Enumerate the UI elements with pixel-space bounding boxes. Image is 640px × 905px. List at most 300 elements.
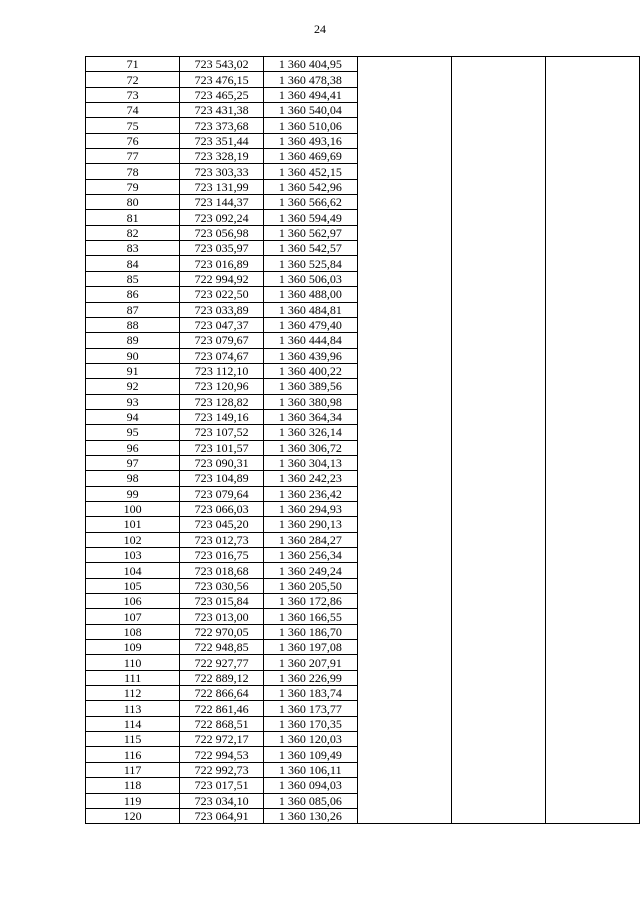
y-coordinate-cell: 1 360 400,22 [263, 363, 357, 378]
x-coordinate-cell: 722 994,53 [180, 747, 264, 762]
empty-cell [545, 317, 639, 332]
empty-cell [545, 133, 639, 148]
table-row [86, 486, 640, 501]
empty-cell [545, 701, 639, 716]
empty-cell [357, 271, 451, 286]
table-row [86, 640, 640, 655]
empty-cell [451, 87, 545, 102]
point-number-cell: 112 [86, 686, 180, 701]
empty-cell [357, 179, 451, 194]
empty-cell [357, 348, 451, 363]
x-coordinate-cell: 723 074,67 [180, 348, 264, 363]
table-row [86, 793, 640, 808]
x-coordinate-cell: 723 476,15 [180, 72, 264, 87]
empty-cell [451, 578, 545, 593]
empty-cell [357, 256, 451, 271]
table-row [86, 72, 640, 87]
empty-cell [357, 440, 451, 455]
empty-cell [545, 578, 639, 593]
point-number-cell: 92 [86, 379, 180, 394]
empty-cell [545, 149, 639, 164]
point-number-cell: 106 [86, 594, 180, 609]
table-row [86, 517, 640, 532]
empty-cell [545, 778, 639, 793]
table-row [86, 87, 640, 102]
table-row [86, 333, 640, 348]
empty-cell [357, 287, 451, 302]
table-row [86, 563, 640, 578]
empty-cell [357, 317, 451, 332]
y-coordinate-cell: 1 360 404,95 [263, 57, 357, 72]
empty-cell [357, 594, 451, 609]
y-coordinate-cell: 1 360 109,49 [263, 747, 357, 762]
table-row [86, 624, 640, 639]
empty-cell [451, 195, 545, 210]
table-row [86, 271, 640, 286]
y-coordinate-cell: 1 360 484,81 [263, 302, 357, 317]
x-coordinate-cell: 723 012,73 [180, 532, 264, 547]
table-row [86, 317, 640, 332]
x-coordinate-cell: 723 035,97 [180, 241, 264, 256]
table-row [86, 440, 640, 455]
point-number-cell: 102 [86, 532, 180, 547]
empty-cell [451, 72, 545, 87]
x-coordinate-cell: 723 149,16 [180, 409, 264, 424]
y-coordinate-cell: 1 360 566,62 [263, 195, 357, 210]
empty-cell [545, 333, 639, 348]
table-row [86, 762, 640, 777]
empty-cell [451, 747, 545, 762]
y-coordinate-cell: 1 360 170,35 [263, 716, 357, 731]
y-coordinate-cell: 1 360 493,16 [263, 133, 357, 148]
x-coordinate-cell: 723 056,98 [180, 225, 264, 240]
empty-cell [357, 149, 451, 164]
empty-cell [451, 317, 545, 332]
table-row [86, 808, 640, 823]
empty-cell [451, 333, 545, 348]
x-coordinate-cell: 722 868,51 [180, 716, 264, 731]
table-row [86, 149, 640, 164]
y-coordinate-cell: 1 360 444,84 [263, 333, 357, 348]
empty-cell [357, 793, 451, 808]
table-row [86, 302, 640, 317]
point-number-cell: 96 [86, 440, 180, 455]
empty-cell [451, 271, 545, 286]
y-coordinate-cell: 1 360 290,13 [263, 517, 357, 532]
x-coordinate-cell: 723 064,91 [180, 808, 264, 823]
empty-cell [451, 149, 545, 164]
empty-cell [545, 225, 639, 240]
empty-cell [545, 716, 639, 731]
table-row [86, 455, 640, 470]
y-coordinate-cell: 1 360 389,56 [263, 379, 357, 394]
table-row [86, 732, 640, 747]
empty-cell [357, 778, 451, 793]
empty-cell [545, 363, 639, 378]
empty-cell [357, 363, 451, 378]
table-row [86, 210, 640, 225]
y-coordinate-cell: 1 360 106,11 [263, 762, 357, 777]
point-number-cell: 115 [86, 732, 180, 747]
table-row [86, 164, 640, 179]
x-coordinate-cell: 723 013,00 [180, 609, 264, 624]
empty-cell [357, 210, 451, 225]
table-row [86, 609, 640, 624]
table-row [86, 716, 640, 731]
x-coordinate-cell: 723 131,99 [180, 179, 264, 194]
empty-cell [545, 655, 639, 670]
table-row [86, 57, 640, 72]
x-coordinate-cell: 723 018,68 [180, 563, 264, 578]
y-coordinate-cell: 1 360 540,04 [263, 103, 357, 118]
empty-cell [451, 179, 545, 194]
x-coordinate-cell: 722 948,85 [180, 640, 264, 655]
empty-cell [545, 256, 639, 271]
coordinates-table-body [86, 57, 640, 824]
x-coordinate-cell: 723 079,67 [180, 333, 264, 348]
y-coordinate-cell: 1 360 594,49 [263, 210, 357, 225]
point-number-cell: 114 [86, 716, 180, 731]
table-row [86, 778, 640, 793]
x-coordinate-cell: 723 016,89 [180, 256, 264, 271]
empty-cell [451, 133, 545, 148]
table-row [86, 103, 640, 118]
empty-cell [357, 455, 451, 470]
table-row [86, 747, 640, 762]
y-coordinate-cell: 1 360 488,00 [263, 287, 357, 302]
x-coordinate-cell: 723 431,38 [180, 103, 264, 118]
x-coordinate-cell: 723 104,89 [180, 471, 264, 486]
empty-cell [451, 517, 545, 532]
point-number-cell: 120 [86, 808, 180, 823]
point-number-cell: 72 [86, 72, 180, 87]
empty-cell [357, 624, 451, 639]
empty-cell [545, 747, 639, 762]
empty-cell [545, 501, 639, 516]
empty-cell [451, 594, 545, 609]
empty-cell [357, 578, 451, 593]
empty-cell [357, 409, 451, 424]
y-coordinate-cell: 1 360 494,41 [263, 87, 357, 102]
empty-cell [451, 103, 545, 118]
empty-cell [545, 793, 639, 808]
point-number-cell: 80 [86, 195, 180, 210]
empty-cell [357, 670, 451, 685]
empty-cell [451, 409, 545, 424]
point-number-cell: 91 [86, 363, 180, 378]
point-number-cell: 103 [86, 548, 180, 563]
table-row [86, 256, 640, 271]
x-coordinate-cell: 723 128,82 [180, 394, 264, 409]
empty-cell [357, 732, 451, 747]
x-coordinate-cell: 723 543,02 [180, 57, 264, 72]
empty-cell [451, 501, 545, 516]
empty-cell [357, 133, 451, 148]
empty-cell [357, 87, 451, 102]
y-coordinate-cell: 1 360 478,38 [263, 72, 357, 87]
x-coordinate-cell: 723 015,84 [180, 594, 264, 609]
empty-cell [357, 762, 451, 777]
empty-cell [451, 655, 545, 670]
empty-cell [545, 425, 639, 440]
empty-cell [545, 87, 639, 102]
x-coordinate-cell: 723 047,37 [180, 317, 264, 332]
x-coordinate-cell: 723 017,51 [180, 778, 264, 793]
x-coordinate-cell: 722 972,17 [180, 732, 264, 747]
empty-cell [451, 532, 545, 547]
y-coordinate-cell: 1 360 256,34 [263, 548, 357, 563]
empty-cell [451, 118, 545, 133]
table-row [86, 425, 640, 440]
empty-cell [451, 793, 545, 808]
empty-cell [451, 287, 545, 302]
x-coordinate-cell: 723 016,75 [180, 548, 264, 563]
empty-cell [451, 241, 545, 256]
empty-cell [545, 302, 639, 317]
empty-cell [545, 409, 639, 424]
empty-cell [357, 118, 451, 133]
point-number-cell: 116 [86, 747, 180, 762]
empty-cell [545, 640, 639, 655]
y-coordinate-cell: 1 360 284,27 [263, 532, 357, 547]
empty-cell [357, 333, 451, 348]
y-coordinate-cell: 1 360 525,84 [263, 256, 357, 271]
empty-cell [357, 609, 451, 624]
table-row [86, 363, 640, 378]
point-number-cell: 87 [86, 302, 180, 317]
empty-cell [357, 563, 451, 578]
empty-cell [357, 517, 451, 532]
x-coordinate-cell: 723 112,10 [180, 363, 264, 378]
y-coordinate-cell: 1 360 304,13 [263, 455, 357, 470]
empty-cell [451, 686, 545, 701]
x-coordinate-cell: 722 889,12 [180, 670, 264, 685]
y-coordinate-cell: 1 360 306,72 [263, 440, 357, 455]
y-coordinate-cell: 1 360 226,99 [263, 670, 357, 685]
empty-cell [545, 287, 639, 302]
point-number-cell: 111 [86, 670, 180, 685]
point-number-cell: 94 [86, 409, 180, 424]
x-coordinate-cell: 723 120,96 [180, 379, 264, 394]
x-coordinate-cell: 723 107,52 [180, 425, 264, 440]
empty-cell [451, 778, 545, 793]
x-coordinate-cell: 723 079,64 [180, 486, 264, 501]
point-number-cell: 78 [86, 164, 180, 179]
empty-cell [545, 808, 639, 823]
empty-cell [451, 225, 545, 240]
empty-cell [357, 532, 451, 547]
empty-cell [357, 302, 451, 317]
point-number-cell: 99 [86, 486, 180, 501]
y-coordinate-cell: 1 360 120,03 [263, 732, 357, 747]
y-coordinate-cell: 1 360 542,57 [263, 241, 357, 256]
y-coordinate-cell: 1 360 085,06 [263, 793, 357, 808]
empty-cell [451, 762, 545, 777]
empty-cell [545, 517, 639, 532]
empty-cell [451, 210, 545, 225]
point-number-cell: 76 [86, 133, 180, 148]
empty-cell [357, 195, 451, 210]
table-row [86, 379, 640, 394]
empty-cell [545, 455, 639, 470]
empty-cell [357, 394, 451, 409]
point-number-cell: 83 [86, 241, 180, 256]
empty-cell [451, 609, 545, 624]
point-number-cell: 100 [86, 501, 180, 516]
x-coordinate-cell: 722 992,73 [180, 762, 264, 777]
empty-cell [451, 302, 545, 317]
y-coordinate-cell: 1 360 197,08 [263, 640, 357, 655]
empty-cell [545, 241, 639, 256]
empty-cell [451, 256, 545, 271]
point-number-cell: 109 [86, 640, 180, 655]
point-number-cell: 81 [86, 210, 180, 225]
empty-cell [451, 164, 545, 179]
table-row [86, 287, 640, 302]
x-coordinate-cell: 723 465,25 [180, 87, 264, 102]
table-row [86, 578, 640, 593]
y-coordinate-cell: 1 360 166,55 [263, 609, 357, 624]
empty-cell [451, 486, 545, 501]
table-row [86, 686, 640, 701]
table-row [86, 670, 640, 685]
y-coordinate-cell: 1 360 249,24 [263, 563, 357, 578]
y-coordinate-cell: 1 360 479,40 [263, 317, 357, 332]
point-number-cell: 119 [86, 793, 180, 808]
empty-cell [357, 241, 451, 256]
table-row [86, 225, 640, 240]
y-coordinate-cell: 1 360 242,23 [263, 471, 357, 486]
empty-cell [545, 72, 639, 87]
x-coordinate-cell: 723 101,57 [180, 440, 264, 455]
table-row [86, 471, 640, 486]
point-number-cell: 95 [86, 425, 180, 440]
empty-cell [545, 548, 639, 563]
point-number-cell: 93 [86, 394, 180, 409]
table-row [86, 394, 640, 409]
y-coordinate-cell: 1 360 469,69 [263, 149, 357, 164]
point-number-cell: 117 [86, 762, 180, 777]
point-number-cell: 77 [86, 149, 180, 164]
x-coordinate-cell: 722 994,92 [180, 271, 264, 286]
x-coordinate-cell: 723 030,56 [180, 578, 264, 593]
y-coordinate-cell: 1 360 452,15 [263, 164, 357, 179]
empty-cell [545, 103, 639, 118]
table-row [86, 348, 640, 363]
empty-cell [451, 348, 545, 363]
point-number-cell: 105 [86, 578, 180, 593]
empty-cell [545, 486, 639, 501]
empty-cell [357, 164, 451, 179]
x-coordinate-cell: 723 144,37 [180, 195, 264, 210]
empty-cell [451, 670, 545, 685]
empty-cell [545, 732, 639, 747]
y-coordinate-cell: 1 360 326,14 [263, 425, 357, 440]
empty-cell [545, 57, 639, 72]
point-number-cell: 86 [86, 287, 180, 302]
x-coordinate-cell: 723 373,68 [180, 118, 264, 133]
empty-cell [545, 179, 639, 194]
x-coordinate-cell: 722 861,46 [180, 701, 264, 716]
x-coordinate-cell: 723 090,31 [180, 455, 264, 470]
empty-cell [545, 532, 639, 547]
point-number-cell: 98 [86, 471, 180, 486]
y-coordinate-cell: 1 360 207,91 [263, 655, 357, 670]
empty-cell [545, 563, 639, 578]
empty-cell [451, 701, 545, 716]
empty-cell [357, 501, 451, 516]
empty-cell [545, 440, 639, 455]
empty-cell [357, 747, 451, 762]
table-row [86, 548, 640, 563]
table-row [86, 179, 640, 194]
empty-cell [545, 394, 639, 409]
empty-cell [451, 808, 545, 823]
empty-cell [545, 164, 639, 179]
point-number-cell: 107 [86, 609, 180, 624]
table-row [86, 701, 640, 716]
empty-cell [545, 348, 639, 363]
point-number-cell: 110 [86, 655, 180, 670]
empty-cell [451, 379, 545, 394]
point-number-cell: 79 [86, 179, 180, 194]
y-coordinate-cell: 1 360 205,50 [263, 578, 357, 593]
x-coordinate-cell: 723 034,10 [180, 793, 264, 808]
empty-cell [357, 640, 451, 655]
y-coordinate-cell: 1 360 364,34 [263, 409, 357, 424]
x-coordinate-cell: 723 066,03 [180, 501, 264, 516]
empty-cell [451, 471, 545, 486]
x-coordinate-cell: 722 927,77 [180, 655, 264, 670]
empty-cell [357, 548, 451, 563]
empty-cell [357, 425, 451, 440]
empty-cell [451, 425, 545, 440]
y-coordinate-cell: 1 360 294,93 [263, 501, 357, 516]
table-row [86, 118, 640, 133]
y-coordinate-cell: 1 360 439,96 [263, 348, 357, 363]
y-coordinate-cell: 1 360 183,74 [263, 686, 357, 701]
y-coordinate-cell: 1 360 172,86 [263, 594, 357, 609]
empty-cell [357, 655, 451, 670]
point-number-cell: 82 [86, 225, 180, 240]
point-number-cell: 89 [86, 333, 180, 348]
x-coordinate-cell: 723 092,24 [180, 210, 264, 225]
empty-cell [357, 103, 451, 118]
x-coordinate-cell: 722 866,64 [180, 686, 264, 701]
y-coordinate-cell: 1 360 173,77 [263, 701, 357, 716]
empty-cell [545, 609, 639, 624]
x-coordinate-cell: 723 328,19 [180, 149, 264, 164]
empty-cell [357, 686, 451, 701]
empty-cell [451, 624, 545, 639]
point-number-cell: 84 [86, 256, 180, 271]
table-row [86, 594, 640, 609]
point-number-cell: 108 [86, 624, 180, 639]
empty-cell [545, 210, 639, 225]
y-coordinate-cell: 1 360 562,97 [263, 225, 357, 240]
point-number-cell: 90 [86, 348, 180, 363]
table-row [86, 532, 640, 547]
x-coordinate-cell: 723 045,20 [180, 517, 264, 532]
empty-cell [545, 471, 639, 486]
x-coordinate-cell: 723 033,89 [180, 302, 264, 317]
empty-cell [357, 486, 451, 501]
point-number-cell: 85 [86, 271, 180, 286]
empty-cell [451, 394, 545, 409]
point-number-cell: 88 [86, 317, 180, 332]
y-coordinate-cell: 1 360 236,42 [263, 486, 357, 501]
empty-cell [357, 471, 451, 486]
